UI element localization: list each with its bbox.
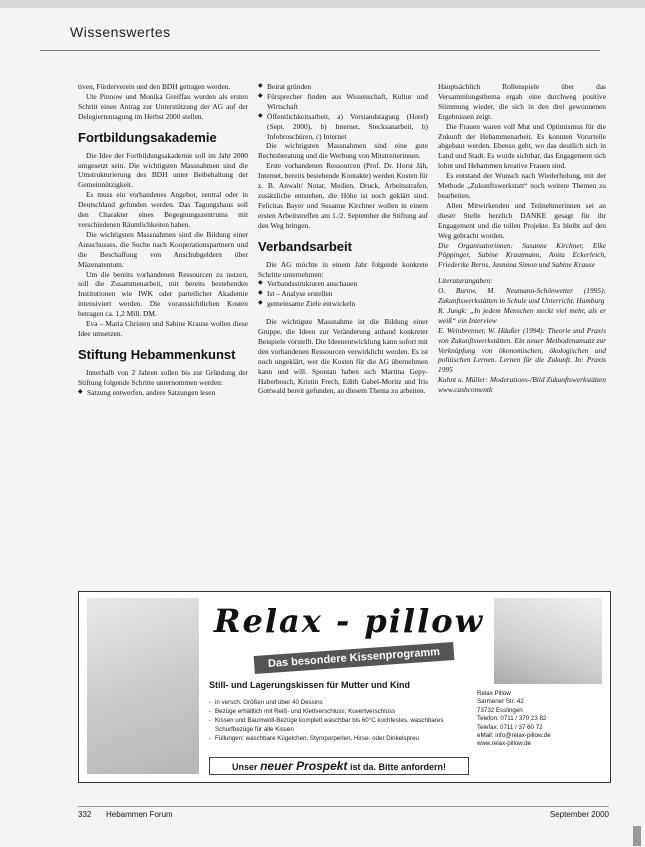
list-item: ◆ Verbandsstrukturen anschauen <box>258 279 428 289</box>
column-2 <box>258 82 428 396</box>
mother-baby-photo <box>87 598 199 774</box>
page-number: 332 <box>78 810 92 819</box>
paragraph: Die wichtigste Massnahme ist die Bildung einer Gruppe, die Ideen zur Veränderung anhand konkreter Beispiele vorstellt. Die Ideenentwicklung kann sofort mit den vorhandenen Ressourcen verwirklicht werden. Es ist noch ungeklärt, wer die Kosten für die AG übernehmen kann und will. Spontan haben sich Martina Gepy-Haberbosch, Kristin Frech, Edith Gabel-Moritz und Iris Gottwald bereit gefunden, an diesem Thema zu arbeiten. <box>258 317 428 396</box>
paragraph: Die Idee der Fortbildungsakademie soll im Jahr 2000 umgesetzt sein. Die wichtigsten Massnahmen sind die Umstrukturierung des BDH unter Beibehaltung der Gemeinnützigkeit. <box>78 150 248 190</box>
paragraph: Die wichtigsten Massnahmen sind eine gute Rechtsberatung und die Werbung von Mitstreiterinnen. <box>258 141 428 161</box>
list-item: ◆ Beirat gründen <box>258 82 428 92</box>
literature-item: O. Burow, M. Neumann-Schönwetter (1995): Zukunftswerkstätten in Schule und Unterricht. Hamburg <box>438 286 606 306</box>
list-item: ◆ Öffentlichkeitsarbeit, a) Vorstandstagung (Hotel) (Sept. 2000), b) Internet, Stecksanarbeit, b) Infobroschüren, c) Internet <box>258 112 428 142</box>
authors-names: Susanne Kirchner, Elke Pöppinger, Sabine Krautmann, Anita Eckerleich, Friederike Berns, Jasmina Simon und Sabine Krause <box>438 240 606 270</box>
list-item: ◆ Fürsprecher finden aus Wissenschaft, Kultur und Wirtschaft <box>258 92 428 112</box>
heading-stiftung: Stiftung Hebammenkunst <box>78 346 236 362</box>
ad-brand: Relax - pillow <box>213 602 485 640</box>
contact-email: eMail: info@relax-pillow.de <box>477 732 551 740</box>
magazine-name: Hebammen Forum <box>106 810 173 819</box>
paragraph: Die wichtigsten Massnahmen sind die Bildung einer Ausschusses, die Suche nach Kooperationspartnern und die Beschaffung von Anschubgeldern über Mäzenatentum. <box>78 229 248 269</box>
paragraph: Innerhalb von 2 Jahren sollen bis zur Gründung der Stiftung folgende Schritte unternommen werden: <box>78 367 248 387</box>
literature-item: E. Weinbrenner, W. Häußer (1994): Theorie und Praxis von Zukunftswerkstätten. Ein neuer Methodenansatz zur Verknüpfung von ökonomischen, ökologischen und politischen Lernen. Lernen für die Zukunft. In: Praxis 1995 <box>438 325 606 375</box>
list-item: ◆ Ist – Analyse erstellen <box>258 289 428 299</box>
contact-street: Sarmener Str. 42 <box>477 698 524 706</box>
ad-contact <box>477 690 602 749</box>
literature-heading: Literaturangaben: <box>438 276 493 286</box>
heading-fortbildungsakademie: Fortbildungsakademie <box>78 129 217 145</box>
section-title: Wissenswertes <box>70 24 171 40</box>
issue-date: September 2000 <box>549 810 609 819</box>
ad-feature: - in versch. Größen und über 40 Dessins <box>209 698 469 707</box>
page-header <box>40 20 600 51</box>
literature-item: R. Jungk: „In jedem Menschen steckt viel mehr, als er weiß“ ein Interview <box>438 305 606 325</box>
ad-feature: - Bezüge erhältlich mit Reiß- und Klettverschluss; Kuvertverschluss <box>209 707 469 716</box>
ad-subtitle: Still- und Lagerungskissen für Mutter und Kind <box>209 680 411 690</box>
contact-company: Relax Pillow <box>477 690 511 697</box>
promo-highlight: neuer Prospekt <box>260 759 348 773</box>
contact-phone: Telefon: 0711 / 370 23 82 <box>477 715 547 723</box>
advertisement <box>78 591 611 783</box>
promo-post: ist da. Bitte anfordern! <box>349 762 446 772</box>
paragraph: Die AG möchte in einem Jahr folgende konkrete Schritte unternehmen: <box>258 259 428 279</box>
ad-features <box>209 698 469 743</box>
bullet-list <box>78 388 248 398</box>
ad-feature: - Füllungen: waschbare Kügelchen, Styroporperlen, Hirse- oder Dinkelspreu <box>209 734 469 743</box>
baby-pillow-photo <box>494 598 602 684</box>
authors-label: Die Organisatorinnen: <box>438 240 514 250</box>
contact-fax: Telefax: 0711 / 37 60 72 <box>477 723 543 731</box>
column-3 <box>438 82 606 395</box>
bullet-list <box>258 279 428 309</box>
authors <box>438 241 606 271</box>
contact-web: www.relax-pillow.de <box>477 740 531 748</box>
literature-item: Kuhnt u. Müller: Moderations-/Bild Zukunftswerkstätten www.cashcomentk <box>438 375 606 395</box>
paragraph: Eva – Maria Christen und Sabine Krause wollen diese Idee umsetzen. <box>78 319 248 338</box>
paragraph: Um die bereits vorhandenen Ressourcen zu nutzen, soll die Zusammenarbeit, mit bereits bestehenden Institutionen wie IWK oder parteilicher Akademie intensiviert werden. Die voraussichtlichen Kosten betragen ca. 1,2 Mill. DM. <box>78 269 248 319</box>
paragraph: Erste vorhandenen Ressourcen (Prof. Dr. Horst Jäh, Internet, bereits bestehende Kontakte) werden Kosten für z. B. Anwalt/ Notar, Medien, Druck, Arbeitsstrafen, zusätzliche entstehen, die Höhe ist noch geklärt sind. Felicitas Bayer und Susanne Kirchner wollen in einem ersten Arbeitstreffen am 1./2. September die Stiftung auf den Weg bringen. <box>258 161 428 230</box>
heading-verbandsarbeit: Verbandsarbeit <box>258 238 352 254</box>
paragraph: Die Frauen waren voll Mut und Optimismus für die Zukunft der Hebammenarbeit. Es konnten Vorurteile abgebaut werden. Ebenso geht, wo das deutlich sich in Land und Stadt. Es wurde sichtbar, das Engagement sich lohnt und Hebammen kreative Frauen sind. <box>438 121 606 171</box>
list-item: ◆ Satzung entwerfen, andere Satzungen lesen <box>78 388 248 398</box>
paragraph: tiven, Förderverein und den BDH getragen werden. <box>78 82 231 91</box>
bullet-list <box>258 82 428 141</box>
ad-feature: - Kissen und Baumwoll-Bezüge komplett waschbar bis 60°C kochfestes, waschbares Schurfbezüge für alle Kissen <box>209 716 469 734</box>
page-footer <box>78 806 609 821</box>
list-item: ◆ gemeinsame Ziele entwickeln <box>258 299 428 309</box>
paragraph: Hauptsächlich Rollenspiele über das Versammlungsthema ergab eine durchweg positive Stimmung wieder, die sich in den drei gewonnenen Ergebnissen zeigt. <box>438 82 606 121</box>
scan-edge-mark <box>633 826 641 846</box>
ad-slogan: Das besondere Kissenprogramm <box>254 642 455 674</box>
promo-pre: Unser <box>232 762 258 772</box>
paragraph: Ute Pinnow und Monika Greiffau wurden als ersten Schritt einen Antrag zur Unterstützung der AG auf der Delegiertentagung im Herbst 2000 stellen. <box>78 91 248 121</box>
ad-promo-box <box>209 757 469 775</box>
paragraph: Es entstand der Wunsch nach Wiederholung, mit der Methode „Zukunftswerkstatt“ noch weitere Themen zu bearbeiten. <box>438 171 606 200</box>
paragraph: Es muss ein vorhandenes Angebot, zentral oder in Deutschland gefunden werden. Das Tagungshaus soll den Charakter eines Begegnungszentrums mit verschiedenen Räumlichkeiten haben. <box>78 190 248 229</box>
contact-city: 73732 Esslingen <box>477 706 523 714</box>
paragraph: Allen Mitwirkenden und Teilnehmerinnen sei an dieser Stelle herzlich DANKE gesagt für ihr Engagement und die tollen Projekte. Es bleibt auf den Weg gebracht worden. <box>438 200 606 240</box>
column-1 <box>78 82 248 398</box>
scan-top-edge <box>0 0 645 8</box>
